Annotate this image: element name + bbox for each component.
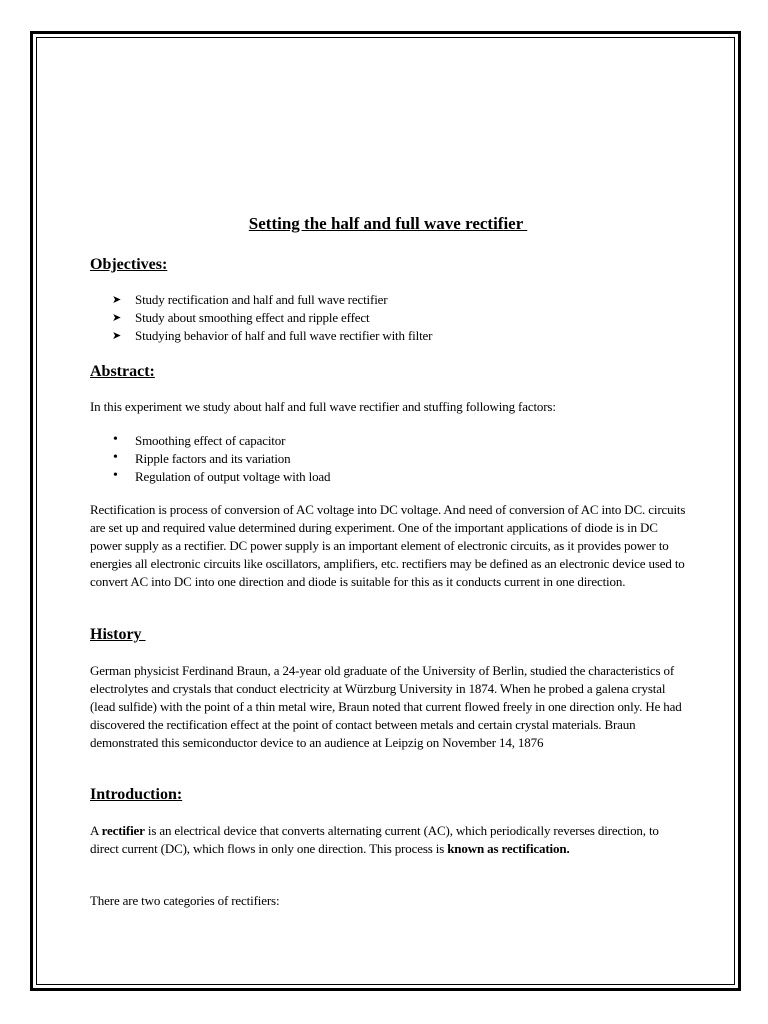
abstract-item: • Ripple factors and its variation xyxy=(113,450,291,466)
arrow-bullet-icon: ➤ xyxy=(112,312,122,324)
abstract-item: • Smoothing effect of capacitor xyxy=(113,432,286,448)
document-title: Setting the half and full wave rectifier xyxy=(248,214,528,233)
rectification-term: known as rectification. xyxy=(447,841,570,856)
dot-bullet-icon: • xyxy=(113,468,118,483)
objectives-item: ➤ Studying behavior of half and full wave rectifier with filter xyxy=(112,328,433,343)
history-heading: History xyxy=(90,626,146,643)
objectives-list xyxy=(90,291,432,345)
abstract-paragraph: Rectification is process of conversion of AC voltage into DC voltage. And need of conversion of AC into DC. circuits are set up and required value determined during experiment. One of the important applications of diode is in DC power supply as a rectifier. DC power supply is an important element of electronic circuits, as it provides power to energies all electronic circuits like oscillators, amplifiers, etc. rectifiers may be defined as an electronic device used to convert AC into DC into one direction and diode is suitable for this as it conducts current in one direction. xyxy=(90,502,686,589)
objectives-item: ➤ Study about smoothing effect and ripple effect xyxy=(112,310,370,325)
dot-bullet-icon: • xyxy=(113,432,118,447)
arrow-bullet-icon: ➤ xyxy=(112,330,122,342)
arrow-bullet-icon: ➤ xyxy=(112,294,122,306)
abstract-heading: Abstract: xyxy=(90,363,155,380)
abstract-intro: In this experiment we study about half and full wave rectifier and stuffing following factors: xyxy=(90,399,556,414)
rectifier-term: rectifier xyxy=(101,823,145,838)
objectives-item: ➤ Study rectification and half and full wave rectifier xyxy=(112,292,388,307)
introduction-paragraph: A rectifier is an electrical device that converts alternating current (AC), which periodically reverses direction, to direct current (DC), which flows in only one direction. This process is known as rectification. xyxy=(90,823,659,856)
dot-bullet-icon: • xyxy=(113,450,118,465)
objectives-heading: Objectives: xyxy=(90,256,168,273)
introduction-heading: Introduction: xyxy=(90,786,183,803)
abstract-item: • Regulation of output voltage with load xyxy=(113,468,331,484)
history-paragraph: German physicist Ferdinand Braun, a 24-year old graduate of the University of Berlin, studied the characteristics of electrolytes and crystals that conduct electricity at Würzburg University in 1874. When he probed a galena crystal (lead sulfide) with the point of a thin metal wire, Braun noted that current flowed freely in one direction only. He had discovered the rectification effect at the point of contact between metals and certain crystal materials. Braun demonstrated this semiconductor device to an audience at Leipzig on November 14, 1876 xyxy=(90,663,682,750)
introduction-categories: There are two categories of rectifiers: xyxy=(90,893,280,908)
abstract-list xyxy=(90,432,330,486)
